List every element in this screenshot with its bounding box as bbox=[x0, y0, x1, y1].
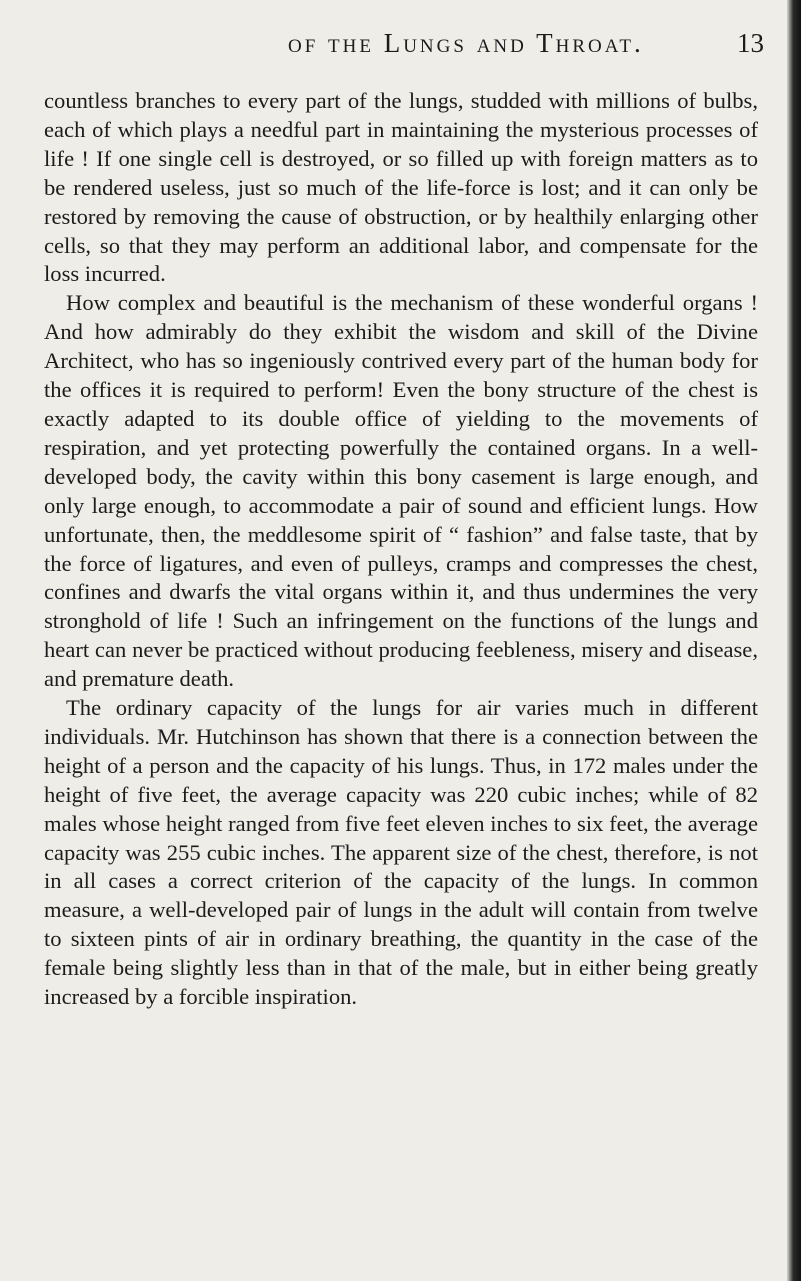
page-edge-shadow bbox=[787, 0, 801, 1281]
paragraph-1: countless branches to every part of the lungs, studded with millions of bulbs, each of which plays a needful part in maintaining the mysterious processes of life ! If one single cell is destroyed, or so filled up with foreign matters as to be rendered useless, just so much of the life-force is lost; and it can only be restored by removing the cause of obstruction, or by healthily enlarging other cells, so that they may perform an additional labor, and compensate for the loss incurred. bbox=[44, 88, 758, 287]
running-title: of the Lungs and Throat. bbox=[288, 28, 644, 58]
page-header bbox=[0, 28, 770, 62]
body-text bbox=[44, 87, 758, 1012]
paragraph-3: The ordinary capacity of the lungs for air varies much in different individuals. Mr. Hutchinson has shown that there is a connection between the height of a person and the capacity of his lungs. Thus, in 172 males under the height of five feet, the average capacity was 220 cubic inches; while of 82 males whose height ranged from five feet eleven inches to six feet, the average capacity was 255 cubic inches. The apparent size of the chest, therefore, is not in all cases a correct criterion of the capacity of the lungs. In common measure, a well-developed pair of lungs in the adult will contain from twelve to sixteen pints of air in ordinary breathing, the quantity in the case of the female being slightly less than in that of the male, but in either being greatly increased by a forcible inspiration. bbox=[44, 695, 758, 1010]
paragraph-2: How complex and beautiful is the mechanism of these wonderful organs ! And how admirably do they exhibit the wisdom and skill of the Divine Architect, who has so ingeniously contrived every part of the human body for the offices it is required to perform! Even the bony structure of the chest is exactly adapted to its double office of yielding to the movements of respiration, and yet protecting powerfully the contained organs. In a well-developed body, the cavity within this bony casement is large enough, and only large enough, to accommodate a pair of sound and efficient lungs. How unfortunate, then, the meddlesome spirit of “ fashion” and false taste, that by the force of ligatures, and even of pulleys, cramps and compresses the chest, confines and dwarfs the vital organs within it, and thus undermines the very stronghold of life ! Such an infringement on the functions of the lungs and heart can never be practiced without producing feebleness, misery and disease, and premature death. bbox=[44, 290, 758, 692]
page-number: 13 bbox=[737, 28, 764, 58]
